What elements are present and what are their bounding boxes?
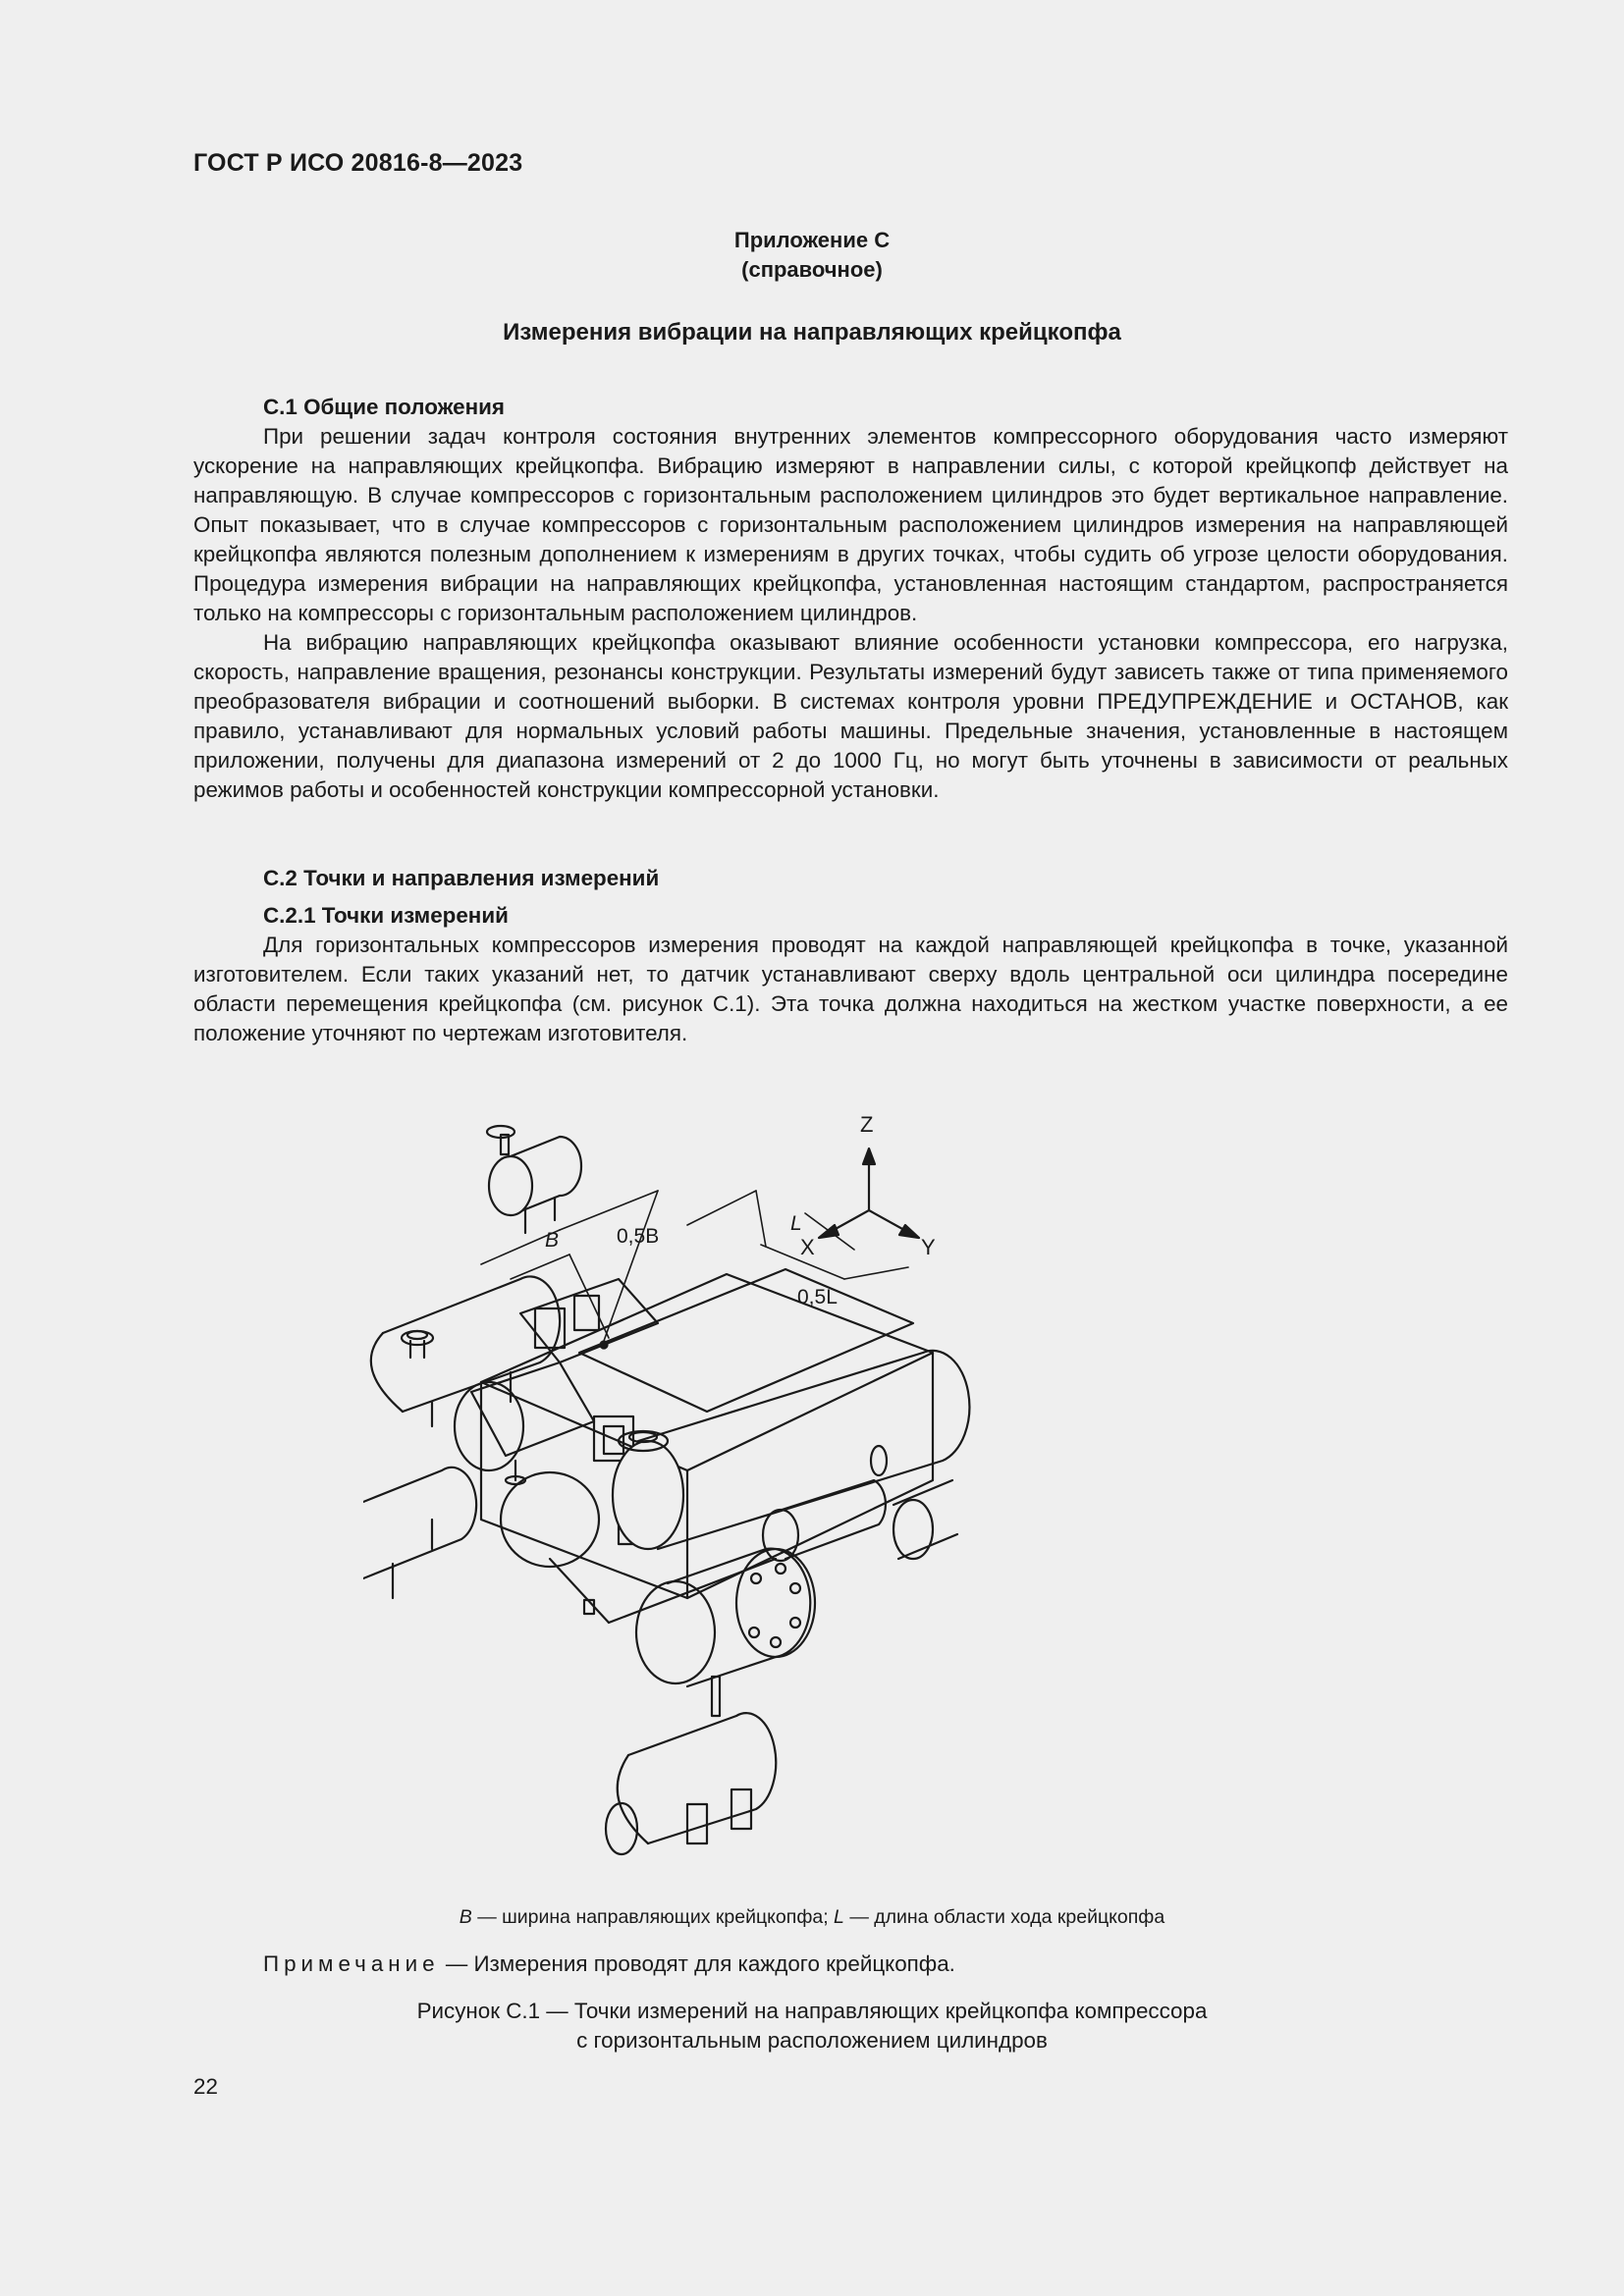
figure-legend — [0, 1906, 1624, 1929]
section-2 — [193, 864, 1508, 1048]
bottom-bottle — [606, 1677, 776, 1854]
label-half-l: 0,5L — [797, 1286, 838, 1308]
axis-y-label: Y — [921, 1235, 936, 1259]
legend-l-symbol: L — [834, 1906, 844, 1928]
right-small-cylinder — [763, 1446, 957, 1561]
upper-left-small-cylinder — [487, 1126, 581, 1233]
note-label: Примечание — [263, 1951, 440, 1976]
measurement-point-1 — [601, 1342, 608, 1349]
legend-b-symbol: B — [459, 1906, 472, 1928]
section-2-1-paragraph: Для горизонтальных компрессоров измерения проводят на каждой направляющей крейцкопфа в точке, указанной изготовителем. Если таких указаний нет, то датчик устанавливают сверху вдоль центральной оси цилиндра посередине области перемещения крейцкопфа (см. рисунок С.1). Эта точка должна находиться на жестком участке поверхности, а ее положение уточняют по чертежам изготовителя. — [193, 933, 1508, 1045]
label-half-b: 0,5B — [617, 1225, 660, 1248]
figure-caption — [0, 1997, 1624, 2056]
axis-triad — [819, 1148, 919, 1238]
appendix-label: Приложение С — [733, 228, 891, 252]
lower-left-bottle — [363, 1468, 476, 1618]
appendix-type: (справочное) — [741, 257, 883, 282]
section-2-1-heading: С.2.1 Точки измерений — [263, 903, 509, 928]
appendix-heading — [0, 226, 1624, 285]
section-1-paragraph-1: При решении задач контроля состояния внутренних элементов компрессорного оборудования часто измеряют ускорение на направляющих крейцкопфа. Вибрацию измеряют в направлении силы, с которой крейцкопф действует на направляющую. В случае компрессоров с горизонтальным расположением цилиндров это будет вертикальное направление. Опыт показывает, что в случае компрессоров с горизонтальным расположением цилиндров измерения на направляющей крейцкопфа являются полезным дополнением к измерениям в других точках, чтобы судить об угрозе целости оборудования. Процедура измерения вибрации на направляющих крейцкопфа, установленная настоящим стандартом, распространяется только на компрессоры с горизонтальным расположением цилиндров. — [193, 424, 1508, 625]
label-l: L — [790, 1212, 802, 1235]
appendix-title: Измерения вибрации на направляющих крейцкопфа — [503, 319, 1121, 346]
caption-line-1: Рисунок С.1 — Точки измерений на направляющих крейцкопфа компрессора — [416, 1999, 1208, 2023]
label-b: B — [545, 1229, 560, 1252]
legend-b-text: — ширина направляющих крейцкопфа; — [471, 1906, 835, 1928]
axis-x-label: X — [800, 1235, 815, 1259]
legend-l-text: — длина области хода крейцкопфа — [843, 1906, 1165, 1928]
section-1-paragraph-2: На вибрацию направляющих крейцкопфа оказывают влияние особенности установки компрессора, его нагрузка, скорость, направление вращения, резонансы конструкции. Результаты измерений будут зависеть также от типа применяемого преобразователя вибрации и соотношений выборки. В системах контроля уровни ПРЕДУПРЕЖДЕНИЕ и ОСТАНОВ, как правило, устанавливают для нормальных условий работы машины. Предельные значения, установленные в настоящем приложении, получены для диапазона измерений от 2 до 1000 Гц, но могут быть уточнены в зависимости от реальных режимов работы и особенностей конструкции компрессорной установки. — [193, 630, 1508, 802]
axis-z-label: Z — [860, 1112, 874, 1137]
figure-note — [263, 1951, 955, 1977]
document-header: ГОСТ Р ИСО 20816-8—2023 — [193, 149, 523, 177]
section-2-heading: С.2 Точки и направления измерений — [263, 866, 660, 890]
front-cylinder — [636, 1549, 815, 1686]
page-number: 22 — [193, 2074, 218, 2099]
caption-line-2: с горизонтальным расположением цилиндров — [576, 2028, 1048, 2053]
section-1 — [193, 393, 1508, 805]
right-bottle — [613, 1351, 969, 1549]
note-text: — Измерения проводят для каждого крейцкопфа. — [439, 1951, 955, 1976]
section-1-heading: С.1 Общие положения — [263, 395, 505, 419]
compressor-figure — [363, 1088, 1345, 1883]
